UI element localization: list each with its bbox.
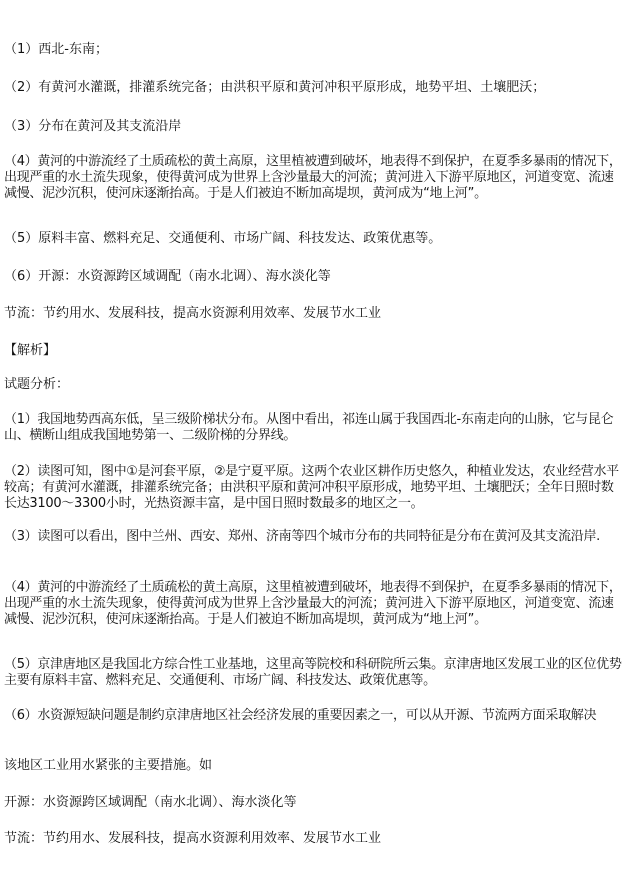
answer-line-7: 节流：节约用水、发展科技，提高水资源利用效率、发展节水工业: [4, 306, 382, 321]
answer-line-2: （2）有黄河水灌溉，排灌系统完备；由洪积平原和黄河冲积平原形成，地势平坦、土壤肥沃；: [4, 80, 546, 95]
answer-line-4: （4）黄河的中游流经了土质疏松的黄土高原，这里植被遭到破坏，地表得不到保护，在夏季多暴雨的情况下，出现严重的水土流失现象，使得黄河成为世界上含沙量最大的河流；黄河进入下游平原地区，河道变宽、流速减慢、泥沙沉积，使河床逐渐抬高。于是人们被迫不断加高堤坝，黄河成为“地上河”。: [4, 154, 622, 201]
analysis-paragraph-8: 开源：水资源跨区域调配（南水北调）、海水淡化等: [4, 795, 297, 810]
answer-line-6: （6）开源：水资源跨区域调配（南水北调）、海水淡化等: [4, 269, 331, 284]
analysis-paragraph-5: （5）京津唐地区是我国北方综合性工业基地，这里高等院校和科研院所云集。京津唐地区发展工业的区位优势主要有原料丰富、燃料充足、交通便利、市场广阔、科技发达、政策优惠等。: [4, 657, 622, 688]
analysis-paragraph-9: 节流：节约用水、发展科技，提高水资源利用效率、发展节水工业: [4, 831, 382, 846]
analysis-paragraph-3: （3）读图可以看出，图中兰州、西安、郑州、济南等四个城市分布的共同特征是分布在黄河及其支流沿岸.: [4, 529, 601, 544]
analysis-paragraph-2: （2）读图可知，图中①是河套平原，②是宁夏平原。这两个农业区耕作历史悠久，种植业发达，农业经营水平较高；有黄河水灌溉，排灌系统完备；由洪积平原和黄河冲积平原形成，地势平坦、土壤肥沃；全年日照时数长达3100～3300小时，光热资源丰富，是中国日照时数最多的地区之一。: [4, 464, 619, 511]
answer-line-5: （5）原料丰富、燃料充足、交通便利、市场广阔、科技发达、政策优惠等。: [4, 231, 442, 246]
analysis-paragraph-7: 该地区工业用水紧张的主要措施。如: [4, 758, 213, 773]
answer-line-1: （1）西北-东南；: [4, 42, 108, 57]
analysis-paragraph-6: （6）水资源短缺问题是制约京津唐地区社会经济发展的重要因素之一，可以从开源、节流两方面采取解决: [4, 708, 597, 723]
analysis-header: 【解析】: [4, 343, 57, 358]
analysis-intro: 试题分析：: [4, 377, 70, 392]
analysis-paragraph-4: （4）黄河的中游流经了土质疏松的黄土高原，这里植被遭到破坏，地表得不到保护，在夏季多暴雨的情况下，出现严重的水土流失现象，使得黄河成为世界上含沙量最大的河流；黄河进入下游平原地区，河道变宽、流速减慢、泥沙沉积，使河床逐渐抬高。于是人们被迫不断加高堤坝，黄河成为“地上河”。: [4, 580, 622, 627]
analysis-paragraph-1: （1）我国地势西高东低，呈三级阶梯状分布。从图中看出，祁连山属于我国西北-东南走向的山脉，它与昆仑山、横断山组成我国地势第一、二级阶梯的分界线。: [4, 412, 614, 443]
answer-line-3: （3）分布在黄河及其支流沿岸: [4, 119, 182, 134]
